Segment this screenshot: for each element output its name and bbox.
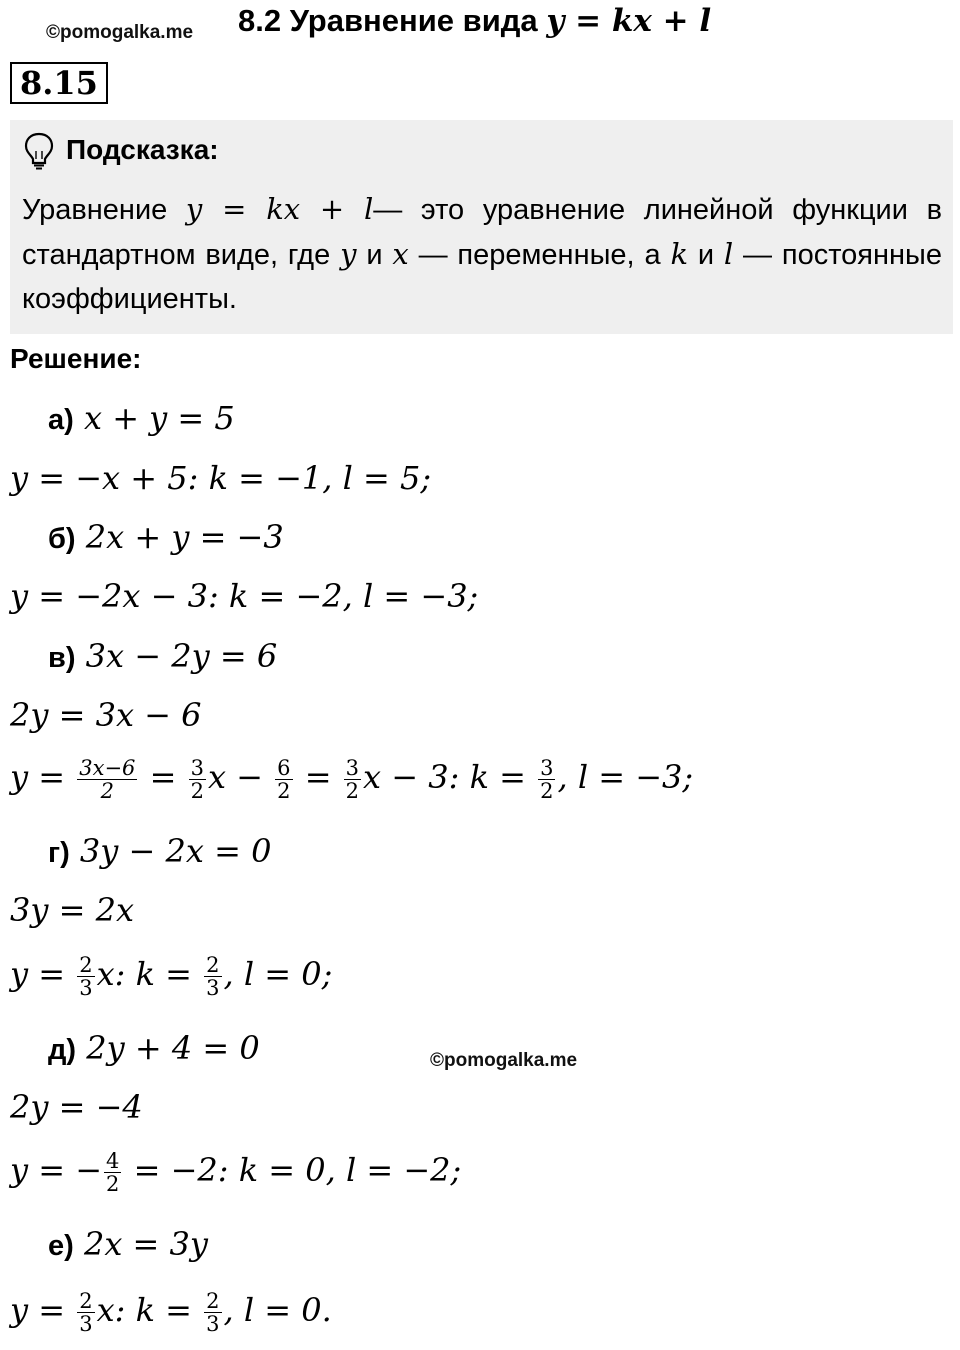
result-part: x: k = [96, 955, 192, 993]
hint-text-part: — переменные, а [418, 239, 661, 271]
equation: 2y + 4 = 0 [86, 1029, 260, 1067]
equation: 2x + y = −3 [85, 518, 284, 556]
part-label: г) [48, 837, 70, 869]
hint-var: x [392, 237, 409, 271]
section-title-formula: y = kx + l [546, 3, 712, 39]
part-a-equation [48, 398, 235, 440]
part-v-step [10, 695, 202, 735]
hint-text-part: — постоянные коэффициенты. [22, 239, 942, 315]
part-d-result [10, 1150, 461, 1195]
equation: 3y − 2x = 0 [79, 832, 272, 870]
equation: 2x = 3y [83, 1225, 208, 1263]
fraction: $\frac{3x-6}{2}$ [79, 756, 136, 803]
part-label: д) [48, 1034, 77, 1066]
result-part: = −2: k = 0, l = −2; [133, 1151, 462, 1189]
hint-title: Подсказка: [66, 134, 219, 165]
result-part: = [149, 758, 177, 796]
section-title [238, 3, 711, 39]
result-part: y = − [10, 1151, 103, 1189]
fraction: $\frac{3}{2}$ [540, 756, 554, 803]
part-label: а) [48, 404, 74, 436]
step: 3y = 2x [10, 891, 134, 929]
hint-box [10, 120, 953, 334]
fraction: $\frac{6}{2}$ [277, 756, 291, 803]
fraction: $\frac{2}{3}$ [79, 953, 93, 1000]
part-g-result [10, 954, 332, 999]
step: 2y = −4 [10, 1088, 143, 1126]
part-g-step [10, 890, 134, 930]
lightbulb-icon [24, 132, 54, 170]
hint-text-part: Уравнение [22, 194, 168, 226]
fraction: $\frac{4}{2}$ [106, 1149, 120, 1196]
hint-var: y [340, 237, 357, 271]
part-g-equation [48, 831, 271, 873]
watermark: ©pomogalka.me [430, 1050, 578, 1071]
hint-text-part: — это уравнение линейной функции в стандартном виде, где [22, 194, 942, 271]
part-a-result [10, 458, 431, 498]
result-part: , l = −3; [557, 758, 694, 796]
part-v-equation [48, 636, 277, 678]
part-d-equation [48, 1028, 260, 1070]
part-v-result [10, 757, 693, 802]
result: y = −2x − 3: k = −2, l = −3; [10, 577, 479, 615]
problem-number: 8.15 [10, 62, 108, 104]
watermark: ©pomogalka.me [46, 22, 194, 43]
part-e-equation [48, 1224, 208, 1266]
fraction: $\frac{2}{3}$ [206, 953, 220, 1000]
result-part: = [304, 758, 332, 796]
part-label: б) [48, 523, 76, 555]
hint-formula: y = kx + l [185, 192, 374, 226]
result-part: y = [10, 758, 66, 796]
equation: 3x − 2y = 6 [85, 637, 278, 675]
hint-text-part: и [366, 239, 383, 271]
result-part: x: k = [96, 1291, 192, 1329]
result-part: , l = 0; [223, 955, 333, 993]
part-e-result [10, 1290, 332, 1335]
part-b-result [10, 576, 478, 616]
hint-text [22, 187, 942, 321]
hint-var: l [723, 237, 734, 271]
step: 2y = 3x − 6 [10, 696, 202, 734]
part-d-step [10, 1087, 143, 1127]
result-part: y = [10, 955, 66, 993]
fraction: $\frac{3}{2}$ [345, 756, 360, 803]
part-label: е) [48, 1230, 74, 1262]
hint-var: k [670, 237, 689, 271]
fraction: $\frac{2}{3}$ [206, 1289, 220, 1336]
result-part: x − [207, 758, 263, 796]
result-part: , l = 0. [223, 1291, 332, 1329]
result-part: y = [10, 1291, 66, 1329]
section-title-text: 8.2 Уравнение вида [238, 3, 538, 38]
part-label: в) [48, 642, 76, 674]
fraction: $\frac{2}{3}$ [79, 1289, 93, 1336]
fraction: $\frac{3}{2}$ [190, 756, 204, 803]
hint-text-part: и [697, 239, 715, 271]
solution-label: Решение: [10, 343, 142, 374]
result: y = −x + 5: k = −1, l = 5; [10, 459, 432, 497]
equation: x + y = 5 [83, 399, 235, 437]
part-b-equation [48, 517, 284, 559]
result-part: x − 3: k = [363, 758, 526, 796]
